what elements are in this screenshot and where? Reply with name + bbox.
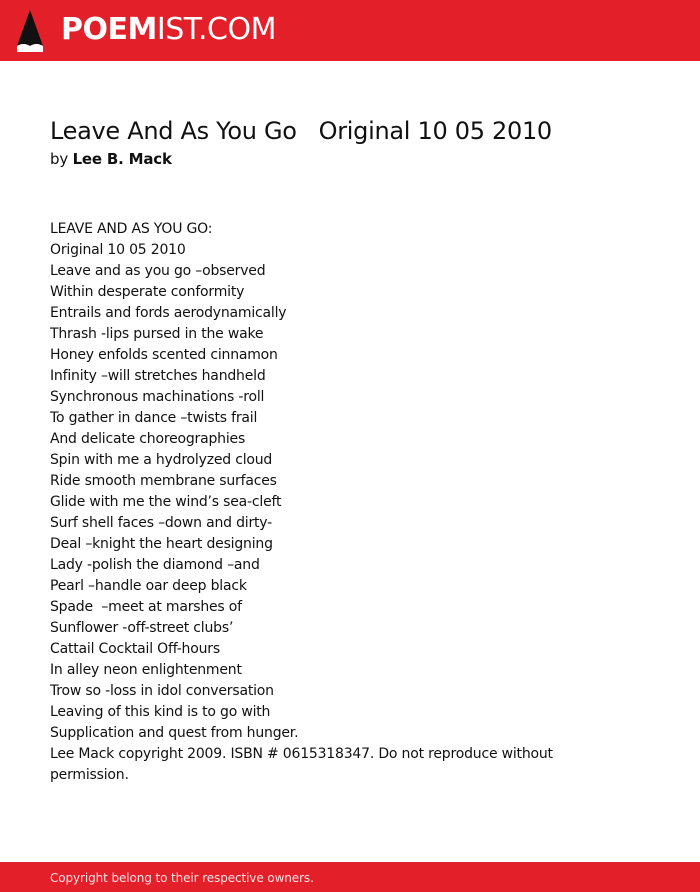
poem-line: Pearl –handle oar deep black	[50, 578, 247, 594]
poem-line: LEAVE AND AS YOU GO:	[50, 221, 213, 237]
poem-title: Leave And As You Go Original 10 05 2010	[50, 117, 552, 145]
byline	[50, 149, 172, 169]
poem-line: Cattail Cocktail Off-hours	[50, 641, 220, 657]
poem-line: Leave and as you go –observed	[50, 263, 266, 279]
site-logo-link[interactable]	[61, 12, 276, 48]
author-name: Lee B. Mack	[72, 150, 172, 168]
logo-light-text: IST.COM	[156, 12, 276, 47]
pencil-tip-icon	[17, 10, 43, 52]
poem-line: Spade –meet at marshes of	[50, 599, 242, 615]
poem-line: Trow so -loss in idol conversation	[50, 683, 274, 699]
poem-body	[50, 219, 610, 786]
poem-line: Leaving of this kind is to go with	[50, 704, 271, 720]
byline-prefix: by	[50, 150, 73, 168]
poem-line: Original 10 05 2010	[50, 242, 186, 258]
poem-line: Within desperate conformity	[50, 284, 245, 300]
poem-line: To gather in dance –twists frail	[50, 410, 258, 426]
poem-line: Lee Mack copyright 2009. ISBN # 0615318347. Do not reproduce without permission.	[50, 746, 558, 783]
logo-bold-text: POEM	[61, 12, 157, 47]
poem-line: Honey enfolds scented cinnamon	[50, 347, 278, 363]
poem-line: Glide with me the wind’s sea-cleft	[50, 494, 282, 510]
poem-line: In alley neon enlightenment	[50, 662, 242, 678]
poem-line: Supplication and quest from hunger.	[50, 725, 299, 741]
poem-line: Thrash -lips pursed in the wake	[50, 326, 264, 342]
footer-copyright: Copyright belong to their respective owners.	[50, 871, 314, 885]
poem-line: Infinity –will stretches handheld	[50, 368, 266, 384]
poem-line: And delicate choreographies	[50, 431, 246, 447]
poem-line: Ride smooth membrane surfaces	[50, 473, 277, 489]
poem-line: Entrails and fords aerodynamically	[50, 305, 287, 321]
site-header	[0, 0, 700, 61]
poem-line: Deal –knight the heart designing	[50, 536, 273, 552]
poem-line: Surf shell faces –down and dirty-	[50, 515, 272, 531]
poem-line: Sunflower -off-street clubs’	[50, 620, 234, 636]
poem-line: Spin with me a hydrolyzed cloud	[50, 452, 273, 468]
poem-line: Lady -polish the diamond –and	[50, 557, 260, 573]
site-footer	[0, 862, 700, 892]
poem-line: Synchronous machinations -roll	[50, 389, 265, 405]
